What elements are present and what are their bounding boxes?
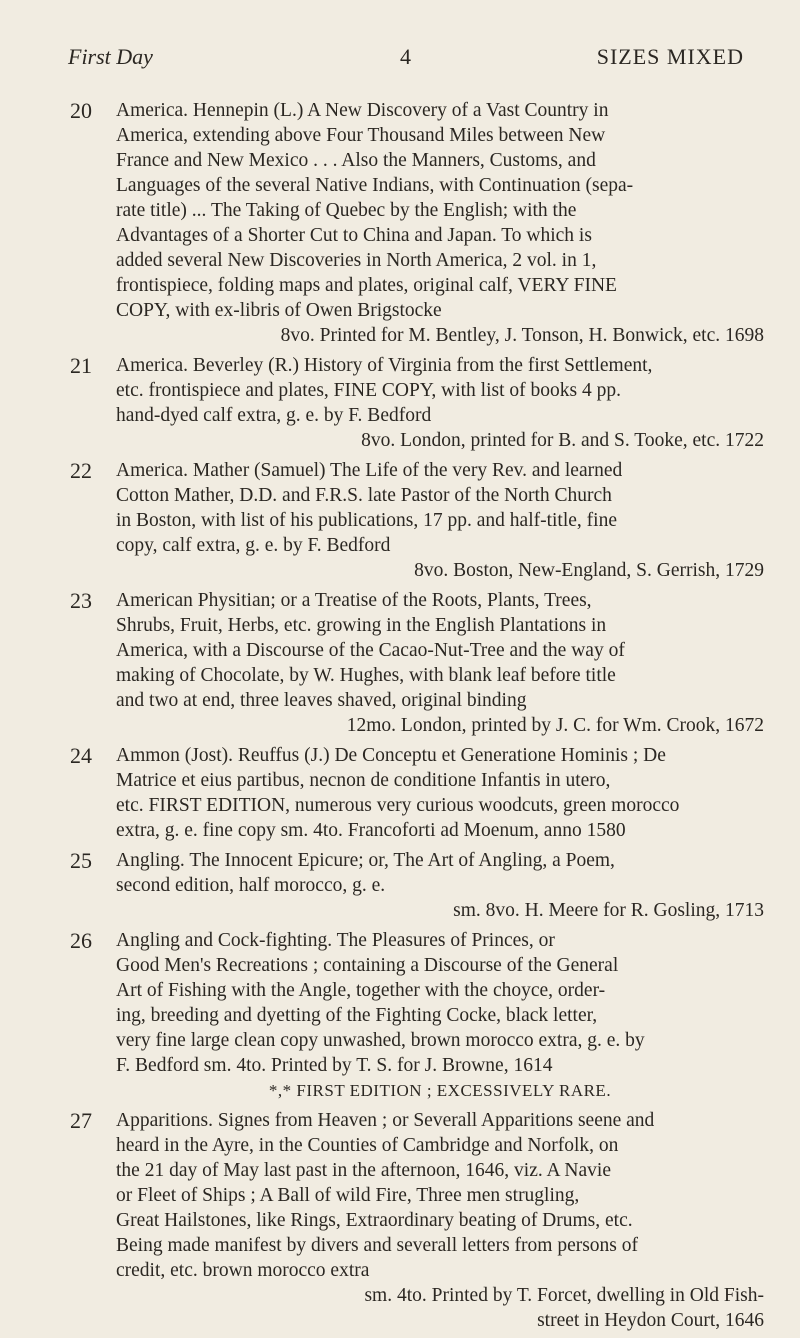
lot-description-line: Angling. The Innocent Epicure; or, The Art of Angling, a Poem, [116, 850, 615, 871]
lot-description-line: etc. frontispiece and plates, FINE COPY, with list of books 4 pp. [116, 380, 621, 401]
lot-entry [70, 353, 764, 453]
lot-description-line: Ammon (Jost). Reuffus (J.) De Conceptu et Generatione Hominis ; De [116, 745, 666, 766]
lot-description-line: making of Chocolate, by W. Hughes, with blank leaf before title [116, 665, 616, 686]
lot-description-line: Great Hailstones, like Rings, Extraordinary beating of Drums, etc. [116, 1210, 633, 1231]
lot-number: 22 [70, 458, 92, 483]
lot-entry [70, 588, 764, 738]
lot-description-line: copy, calf extra, g. e. by F. Bedford [116, 535, 391, 556]
lot-entry [70, 848, 764, 923]
lot-description-line: Art of Fishing with the Angle, together with the choyce, order- [116, 980, 606, 1001]
lot-description-line: Cotton Mather, D.D. and F.R.S. late Pastor of the North Church [116, 485, 612, 506]
lot-list [70, 98, 764, 1338]
lot-description-line: Apparitions. Signes from Heaven ; or Severall Apparitions seene and [116, 1110, 655, 1131]
lot-description-line: America, extending above Four Thousand Miles between New [116, 125, 606, 146]
lot-description-line: Advantages of a Shorter Cut to China and Japan. To which is [116, 225, 592, 246]
lot-description-line: added several New Discoveries in North America, 2 vol. in 1, [116, 250, 597, 271]
lot-imprint: 8vo. London, printed for B. and S. Tooke, etc. 1722 [361, 430, 764, 451]
lot-description-line: hand-dyed calf extra, g. e. by F. Bedford [116, 405, 432, 426]
lot-entry [70, 928, 764, 1103]
lot-description-line: Good Men's Recreations ; containing a Discourse of the General [116, 955, 619, 976]
lot-number: 26 [70, 928, 92, 953]
lot-description-line: etc. FIRST EDITION, numerous very curious woodcuts, green morocco [116, 795, 680, 816]
lot-description-line: rate title) ... The Taking of Quebec by the English; with the [116, 200, 577, 221]
lot-description-line: Languages of the several Native Indians, with Continuation (sepa- [116, 175, 634, 196]
lot-imprint: 12mo. London, printed by J. C. for Wm. Crook, 1672 [346, 715, 764, 736]
lot-description-line: second edition, half morocco, g. e. [116, 875, 386, 896]
lot-imprint: sm. 4to. Printed by T. Forcet, dwelling in Old Fish- [364, 1285, 764, 1306]
lot-imprint: 8vo. Boston, New-England, S. Gerrish, 1729 [414, 560, 764, 581]
lot-description-line: ing, breeding and dyetting of the Fighting Cocke, black letter, [116, 1005, 598, 1026]
lot-description-line: Matrice et eius partibus, necnon de conditione Infantis in utero, [116, 770, 611, 791]
lot-description-line: America. Beverley (R.) History of Virginia from the first Settlement, [116, 355, 653, 376]
lot-description-line: extra, g. e. fine copy sm. 4to. Francoforti ad Moenum, anno 1580 [116, 820, 626, 841]
lot-entry [70, 1108, 764, 1333]
lot-description-line: heard in the Ayre, in the Counties of Cambridge and Norfolk, on [116, 1135, 619, 1156]
lot-description-line: Angling and Cock-fighting. The Pleasures of Princes, or [116, 930, 555, 951]
lot-description-line: France and New Mexico . . . Also the Manners, Customs, and [116, 150, 596, 171]
lot-description-line: America. Hennepin (L.) A New Discovery of a Vast Country in [116, 100, 609, 121]
lot-description-line: America, with a Discourse of the Cacao-Nut-Tree and the way of [116, 640, 625, 661]
lot-description-line: in Boston, with list of his publications, 17 pp. and half-title, fine [116, 510, 617, 531]
lot-number: 27 [70, 1108, 92, 1133]
lot-number: 20 [70, 98, 92, 123]
lot-imprint: sm. 8vo. H. Meere for R. Gosling, 1713 [453, 900, 764, 921]
lot-note: *,* FIRST EDITION ; EXCESSIVELY RARE. [268, 1081, 612, 1100]
lot-number: 23 [70, 588, 92, 613]
lot-entry [70, 743, 764, 843]
lot-description-line: COPY, with ex-libris of Owen Brigstocke [116, 300, 442, 321]
lot-imprint: 8vo. Printed for M. Bentley, J. Tonson, H. Bonwick, etc. 1698 [280, 325, 764, 346]
lot-description-line: Shrubs, Fruit, Herbs, etc. growing in the English Plantations in [116, 615, 607, 636]
lot-description-line: and two at end, three leaves shaved, original binding [116, 690, 527, 711]
lot-description-line: the 21 day of May last past in the afternoon, 1646, viz. A Navie [116, 1160, 611, 1181]
lot-description-line: frontispiece, folding maps and plates, original calf, VERY FINE [116, 275, 617, 296]
header-section: SIZES MIXED [596, 44, 744, 69]
lot-entry [70, 458, 764, 583]
lot-description-line: or Fleet of Ships ; A Ball of wild Fire, Three men strugling, [116, 1185, 580, 1206]
lot-number: 24 [70, 743, 92, 768]
header-day: First Day [68, 44, 153, 69]
lot-number: 25 [70, 848, 92, 873]
lot-entry [70, 98, 764, 348]
lot-description-line: Being made manifest by divers and severall letters from persons of [116, 1235, 639, 1256]
lot-description-line: credit, etc. brown morocco extra [116, 1260, 370, 1281]
lot-description-line: F. Bedford sm. 4to. Printed by T. S. for J. Browne, 1614 [116, 1055, 553, 1076]
lot-description-line: America. Mather (Samuel) The Life of the very Rev. and learned [116, 460, 623, 481]
lot-imprint-continued: street in Heydon Court, 1646 [537, 1310, 764, 1331]
lot-description-line: American Physitian; or a Treatise of the Roots, Plants, Trees, [116, 590, 592, 611]
lot-description-line: very fine large clean copy unwashed, brown morocco extra, g. e. by [116, 1030, 645, 1051]
page-number: 4 [400, 44, 411, 69]
lot-number: 21 [70, 353, 92, 378]
page-header [68, 44, 744, 78]
